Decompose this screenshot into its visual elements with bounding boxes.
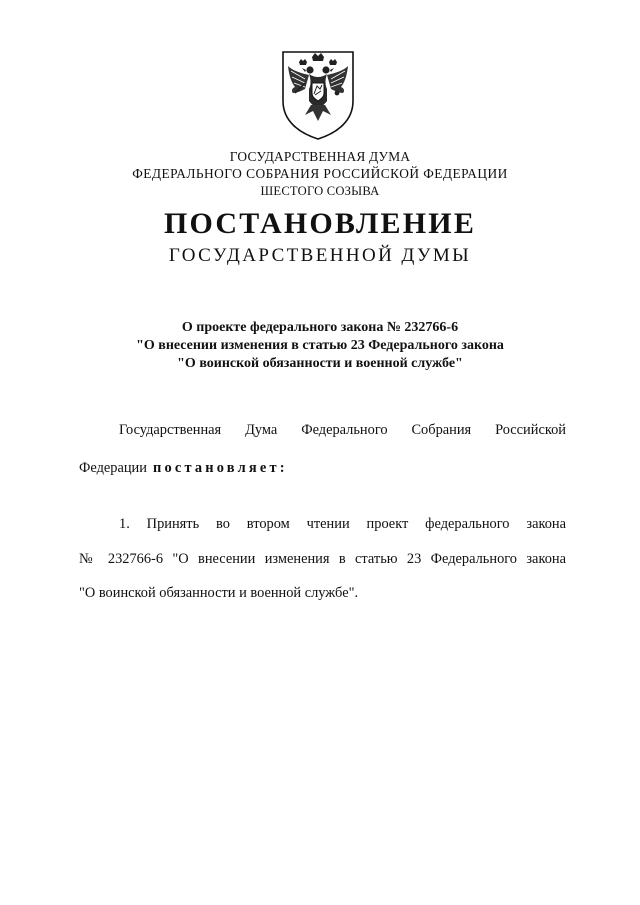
russian-coat-of-arms-icon: [279, 49, 357, 141]
subject-line-1: О проекте федерального закона № 232766-6: [181, 320, 459, 335]
preamble-line-1: Государственная Дума Федерального Собрания Российской: [119, 422, 566, 438]
subject-line-3: "О воинской обязанности и военной службе": [177, 356, 463, 371]
document-issuer-subtitle: ГОСУДАРСТВЕННОЙ ДУМЫ: [168, 245, 472, 266]
preamble-text: Федерации: [79, 460, 147, 476]
org-line-convocation: ШЕСТОГО СОЗЫВА: [260, 184, 380, 198]
item-1-line-3: "О воинской обязанности и военной службе".: [79, 585, 359, 601]
subject-line-2: "О внесении изменения в статью 23 Федерального закона: [136, 338, 504, 353]
document-type-title: ПОСТАНОВЛЕНИЕ: [163, 207, 477, 240]
item-1-line-2: № 232766-6 "О внесении изменения в статью 23 Федерального закона: [79, 551, 566, 567]
resolution-verb: постановляет:: [152, 460, 288, 476]
preamble-line-2: [79, 459, 566, 477]
org-line-federal-assembly: ФЕДЕРАЛЬНОГО СОБРАНИЯ РОССИЙСКОЙ ФЕДЕРАЦИИ: [132, 166, 508, 181]
org-line-state-duma: ГОСУДАРСТВЕННАЯ ДУМА: [229, 149, 411, 164]
item-1-line-1: 1. Принять во втором чтении проект федерального закона: [119, 516, 566, 532]
